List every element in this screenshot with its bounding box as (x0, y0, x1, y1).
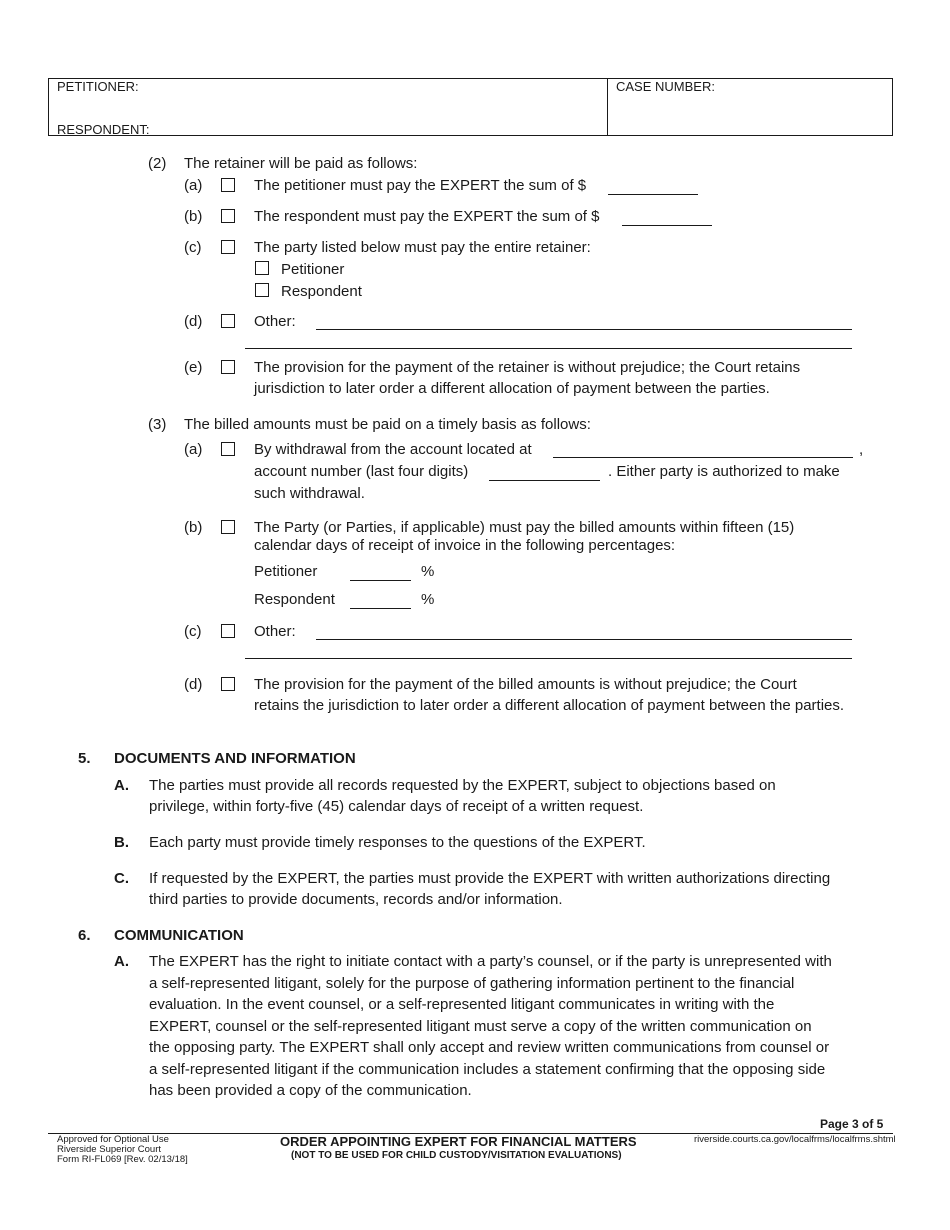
s3d-letter: (d) (184, 676, 203, 693)
form-title: ORDER APPOINTING EXPERT FOR FINANCIAL MATTERS (280, 1134, 637, 1149)
s2d-text: Other: (254, 313, 296, 330)
s3b-line1: The Party (or Parties, if applicable) must pay the billed amounts within fifteen (15) (254, 519, 795, 536)
sec6-title: COMMUNICATION (114, 927, 244, 944)
sec5-A-label: A. (114, 777, 129, 794)
s3a-line2b: . Either party is authorized to make (608, 463, 840, 480)
s3a-line3: such withdrawal. (254, 485, 365, 502)
footer-court: Riverside Superior Court (57, 1144, 162, 1155)
s3b-respondent-label: Respondent (254, 591, 335, 608)
sec6-A-line: has been provided a copy of the communication. (149, 1082, 472, 1099)
form-subtitle: (NOT TO BE USED FOR CHILD CUSTODY/VISITATION EVALUATIONS) (291, 1150, 622, 1161)
s3d-line1: The provision for the payment of the billed amounts is without prejudice; the Court (254, 676, 797, 693)
case-number-label: CASE NUMBER: (616, 79, 715, 94)
s3b-petitioner-percent-sign: % (421, 563, 435, 580)
s3a-line2a: account number (last four digits) (254, 463, 469, 480)
sec5-B-line1: Each party must provide timely responses to the questions of the EXPERT. (149, 834, 646, 851)
sec6-A-label: A. (114, 953, 129, 970)
sec6-A-line: a self-represented litigant, solely for the purpose of gathering information pertinent to the financial (149, 975, 795, 992)
sec6-A-line: the opposing party. The EXPERT shall only accept and review written communications from counsel or (149, 1039, 830, 1056)
s2a-text: The petitioner must pay the EXPERT the sum of $ (254, 177, 587, 194)
s2c-petitioner-label: Petitioner (281, 261, 345, 278)
s3c-other-field-1[interactable] (316, 639, 852, 640)
s3c-other-field-2[interactable] (245, 658, 852, 659)
s3a-checkbox[interactable] (221, 442, 235, 456)
respondent-label: RESPONDENT: (57, 122, 150, 137)
s2c-letter: (c) (184, 239, 202, 256)
s3b-petitioner-label: Petitioner (254, 563, 318, 580)
s3-intro: The billed amounts must be paid on a timely basis as follows: (184, 416, 591, 433)
s2b-checkbox[interactable] (221, 209, 235, 223)
sec5-A-line1: The parties must provide all records requested by the EXPERT, subject to objections based on (149, 777, 776, 794)
s3d-line2: retains the jurisdiction to later order a different allocation of payment between the parties. (254, 697, 845, 714)
s3b-petitioner-percent-field[interactable] (350, 580, 411, 581)
s2b-text: The respondent must pay the EXPERT the sum of $ (254, 208, 600, 225)
s2b-amount-field[interactable] (622, 225, 712, 226)
s2c-checkbox[interactable] (221, 240, 235, 254)
s3b-respondent-percent-field[interactable] (350, 608, 411, 609)
footer-form-number: Form RI-FL069 [Rev. 02/13/18] (57, 1154, 188, 1165)
sec6-A-line: EXPERT, counsel or the self-represented litigant must serve a copy of the written communication on (149, 1018, 812, 1035)
s3d-checkbox[interactable] (221, 677, 235, 691)
s3a-account-number-field[interactable] (489, 480, 600, 481)
s2d-other-field-1[interactable] (316, 329, 852, 330)
s3b-letter: (b) (184, 519, 203, 536)
s3b-respondent-percent-sign: % (421, 591, 435, 608)
footer-approved: Approved for Optional Use (57, 1134, 169, 1145)
s3b-line2: calendar days of receipt of invoice in the following percentages: (254, 537, 676, 554)
s2c-respondent-label: Respondent (281, 283, 362, 300)
s3c-letter: (c) (184, 623, 202, 640)
s3c-checkbox[interactable] (221, 624, 235, 638)
s2d-other-field-2[interactable] (245, 348, 852, 349)
sec5-A-line2: privilege, within forty-five (45) calendar days of receipt of a written request. (149, 798, 644, 815)
s2c-respondent-checkbox[interactable] (255, 283, 269, 297)
petitioner-label: PETITIONER: (57, 79, 139, 94)
page-number: Page 3 of 5 (820, 1117, 884, 1131)
s2a-amount-field[interactable] (608, 194, 698, 195)
s2-number: (2) (148, 155, 167, 172)
s3a-letter: (a) (184, 441, 203, 458)
caption-box (48, 78, 893, 136)
s2b-letter: (b) (184, 208, 203, 225)
s2a-checkbox[interactable] (221, 178, 235, 192)
sec5-C-label: C. (114, 870, 129, 887)
s3a-account-location-field[interactable] (553, 457, 853, 458)
s3a-comma: , (859, 441, 864, 458)
s2a-letter: (a) (184, 177, 203, 194)
sec5-C-line1: If requested by the EXPERT, the parties must provide the EXPERT with written authorizations directing (149, 870, 831, 887)
sec6-A-line: a self-represented litigant if the communication includes a statement confirming that the opposing side (149, 1061, 826, 1078)
s2c-text: The party listed below must pay the entire retainer: (254, 239, 591, 256)
sec5-C-line2: third parties to provide documents, records and/or information. (149, 891, 563, 908)
s2-intro: The retainer will be paid as follows: (184, 155, 418, 172)
sec6-A-line: evaluation. In the event counsel, or a self-represented litigant communicates in writing with the (149, 996, 775, 1013)
s2e-line2: jurisdiction to later order a different allocation of payment between the parties. (254, 380, 770, 397)
sec6-number: 6. (78, 927, 91, 944)
s2e-letter: (e) (184, 359, 203, 376)
s3-number: (3) (148, 416, 167, 433)
sec5-title: DOCUMENTS AND INFORMATION (114, 750, 356, 767)
sec5-B-label: B. (114, 834, 129, 851)
s2e-checkbox[interactable] (221, 360, 235, 374)
s2d-checkbox[interactable] (221, 314, 235, 328)
s3a-line1: By withdrawal from the account located at (254, 441, 532, 458)
sec6-A-line: The EXPERT has the right to initiate contact with a party’s counsel, or if the party is unrepresented with (149, 953, 832, 970)
sec5-number: 5. (78, 750, 91, 767)
s2d-letter: (d) (184, 313, 203, 330)
s2c-petitioner-checkbox[interactable] (255, 261, 269, 275)
caption-divider (607, 78, 608, 136)
s2e-line1: The provision for the payment of the retainer is without prejudice; the Court retains (254, 359, 801, 376)
s3b-checkbox[interactable] (221, 520, 235, 534)
s3c-text: Other: (254, 623, 296, 640)
footer-url[interactable]: riverside.courts.ca.gov/localfrms/localfrms.shtml (694, 1134, 896, 1145)
